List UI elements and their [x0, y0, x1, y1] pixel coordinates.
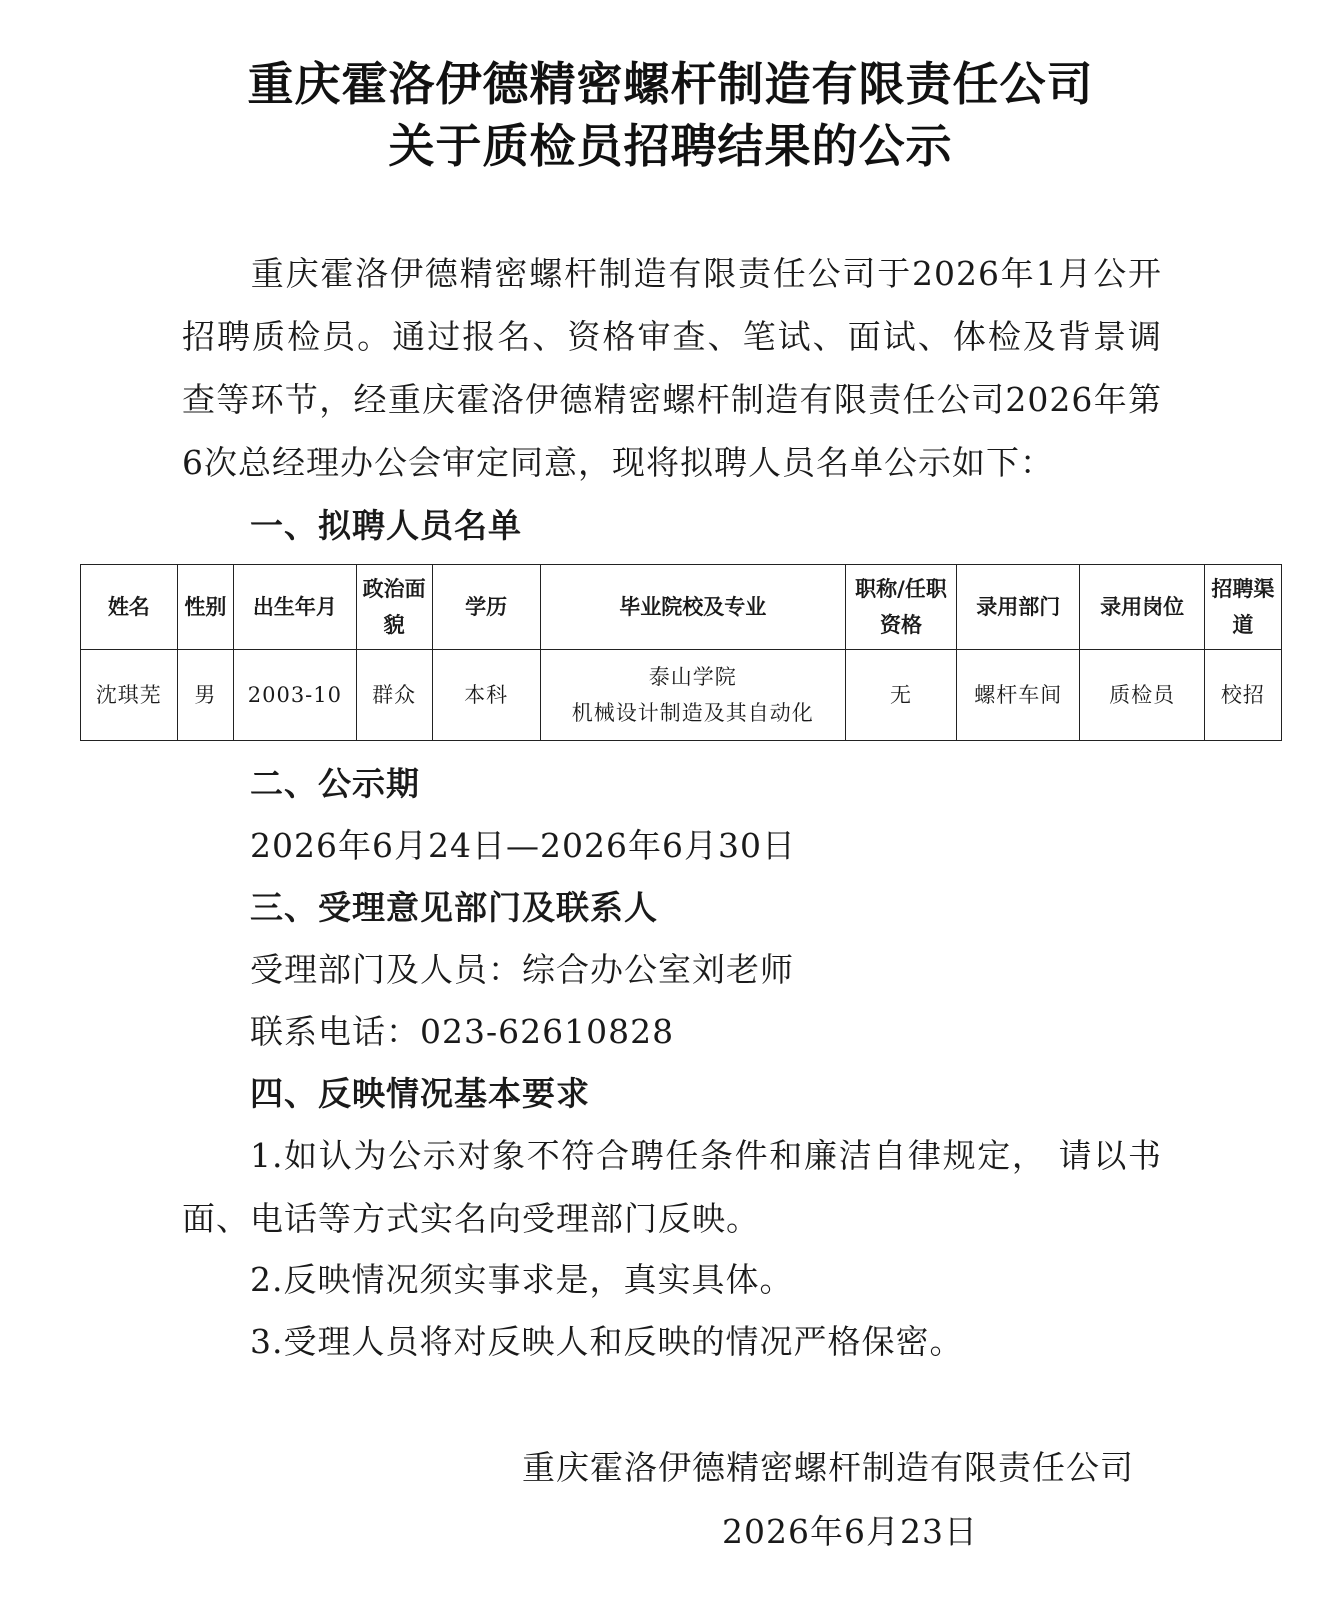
signature-date: 2026年6月23日 [722, 1512, 978, 1551]
cell-school: 泰山学院 [648, 665, 737, 689]
cell-title: 无 [845, 650, 956, 741]
cell-political: 群众 [356, 650, 432, 741]
header-channel: 招聘渠道 [1204, 565, 1281, 650]
intro-text: 重庆霍洛伊德精密螺杆制造有限责任公司于2026年1月公开招聘质检员。通过报名、资格审查、笔试、面试、体检及背景调查等环节，经重庆霍洛伊德精密螺杆制造有限责任公司2026年第6次总经理办公会审定同意，现将拟聘人员名单公示如下： [182, 254, 1162, 482]
cell-department: 螺杆车间 [957, 650, 1080, 741]
header-name: 姓名 [81, 565, 178, 650]
section2-heading: 二、公示期 [250, 764, 420, 803]
cell-name: 沈琪芜 [81, 650, 178, 741]
cell-education: 本科 [432, 650, 540, 741]
section4-heading: 四、反映情况基本要求 [250, 1074, 590, 1113]
cell-position: 质检员 [1080, 650, 1204, 741]
table-row [81, 650, 1282, 741]
document-title-line1: 重庆霍洛伊德精密螺杆制造有限责任公司 [247, 57, 1094, 111]
header-gender: 性别 [177, 565, 234, 650]
header-department: 录用部门 [957, 565, 1080, 650]
cell-major: 机械设计制造及其自动化 [571, 701, 814, 725]
header-education: 学历 [432, 565, 540, 650]
header-school-major: 毕业院校及专业 [540, 565, 845, 650]
header-political: 政治面貌 [356, 565, 432, 650]
signature-company: 重庆霍洛伊德精密螺杆制造有限责任公司 [522, 1448, 1134, 1487]
section3-heading: 三、受理意见部门及联系人 [250, 888, 658, 927]
contact-phone: 联系电话：023-62610828 [250, 1012, 675, 1051]
cell-school-major [540, 650, 845, 741]
header-position: 录用岗位 [1080, 565, 1204, 650]
cell-birth: 2003-10 [234, 650, 356, 741]
header-title: 职称/任职资格 [845, 565, 956, 650]
table-header-row [81, 565, 1282, 650]
cell-channel: 校招 [1204, 650, 1281, 741]
requirement-item-1 [182, 1124, 1162, 1250]
candidate-table [80, 564, 1282, 741]
contact-department: 受理部门及人员：综合办公室刘老师 [250, 950, 794, 989]
document-title-line2: 关于质检员招聘结果的公示 [388, 119, 953, 173]
intro-paragraph [182, 242, 1162, 494]
publicity-period: 2026年6月24日—2026年6月30日 [250, 826, 796, 865]
section1-heading: 一、拟聘人员名单 [250, 506, 522, 545]
requirement-item-3: 3.受理人员将对反映人和反映的情况严格保密。 [250, 1322, 964, 1361]
requirement-item-2: 2.反映情况须实事求是，真实具体。 [250, 1260, 794, 1299]
requirement-item-1-text: 1.如认为公示对象不符合聘任条件和廉洁自律规定， 请以书面、电话等方式实名向受理部门反映。 [182, 1136, 1162, 1238]
header-birth: 出生年月 [234, 565, 356, 650]
cell-gender: 男 [177, 650, 234, 741]
